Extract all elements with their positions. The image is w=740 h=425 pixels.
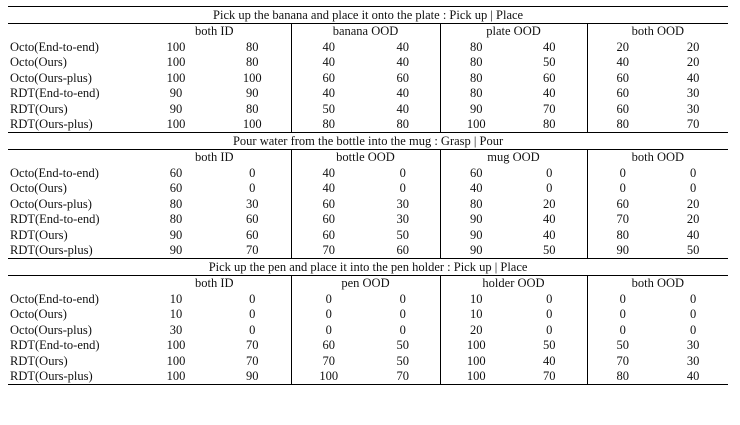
stage2-value: 50 [512,243,587,259]
stage2-value: 0 [249,165,256,180]
section-title: Pick up the pen and place it into the pen holder : Pick up | Place [8,259,728,276]
table-row [8,291,728,307]
stage2-value: 30 [396,196,409,211]
table-row [8,39,728,55]
stage1-value: 20 [440,322,512,338]
stage2-value: 30 [686,338,700,352]
stage2-value: 30 [246,196,259,211]
stage1-value: 100 [138,117,214,133]
stage1-value: 90 [440,212,512,228]
stage1-value: 60 [587,86,658,102]
stage1-value: 80 [440,55,512,71]
stage1-value: 60 [587,196,658,212]
stage1-value: 10 [169,307,183,321]
stage1-value: 100 [440,117,512,133]
stage2-value: 80 [246,39,259,54]
stage2-value: 0 [399,165,406,180]
stage1-value: 40 [587,55,658,71]
stage2-value: 50 [396,338,409,352]
method-label: RDT(Ours-plus) [8,243,138,259]
stage1-value: 100 [291,369,366,385]
stage1-value: 60 [440,165,512,181]
stage2-value: 0 [689,322,697,337]
method-label: RDT(Ours) [10,353,68,368]
stage1-value: 90 [169,227,183,242]
section-title-row [8,7,728,24]
stage1-value: 60 [291,70,366,86]
stage1-value: 40 [291,55,366,71]
stage2-value: 40 [686,70,700,85]
stage1-value: 60 [291,338,366,354]
stage1-value: 80 [587,369,658,385]
stage1-value: 10 [169,291,183,306]
stage2-value: 80 [512,117,587,133]
stage1-value: 90 [587,243,658,259]
stage1-value: 20 [587,39,658,55]
stage1-value: 90 [138,243,214,259]
stage2-value: 80 [246,101,259,116]
stage2-value: 60 [246,212,259,226]
stage2-value: 0 [399,181,406,195]
table-row [8,70,728,86]
stage1-value: 0 [587,291,658,307]
stage1-value: 40 [291,39,366,55]
stage2-value: 40 [396,101,409,116]
stage2-value: 80 [366,117,440,133]
stage2-value: 100 [242,70,262,85]
method-label: RDT(Ours) [10,101,68,116]
stage2-value: 60 [246,227,259,242]
stage1-value: 80 [587,227,658,243]
stage1-value: 0 [587,181,658,197]
method-label: Octo(Ours) [10,181,67,195]
stage2-value: 70 [366,369,440,385]
stage1-value: 90 [169,86,183,100]
stage2-value: 40 [543,212,556,226]
group-header: both ID [194,276,234,291]
stage1-value: 40 [291,165,366,181]
stage1-value: 50 [291,101,366,117]
stage2-value: 70 [658,117,728,133]
method-label: Octo(Ours-plus) [10,196,92,211]
stage1-value: 60 [169,165,183,180]
table-row [8,338,728,354]
stage2-value: 70 [246,338,259,352]
stage2-value: 50 [543,55,556,69]
results-table [8,6,728,385]
stage2-value: 70 [246,353,259,368]
table-row [8,86,728,102]
method-label: Octo(Ours-plus) [10,322,92,337]
section-title-row [8,259,728,276]
group-header: banana OOD [291,24,440,40]
stage1-value: 80 [440,86,512,102]
stage2-value: 20 [686,39,700,54]
section-title: Pick up the banana and place it onto the plate : Pick up | Place [8,7,728,24]
stage1-value: 100 [440,338,512,354]
stage1-value: 90 [440,243,512,259]
stage1-value: 60 [291,196,366,212]
stage1-value: 70 [291,353,366,369]
stage1-value: 100 [440,369,512,385]
stage1-value: 50 [587,338,658,354]
stage2-value: 40 [658,369,728,385]
stage2-value: 90 [246,86,259,100]
stage1-value: 0 [587,165,658,181]
group-header: pen OOD [291,276,440,292]
stage1-value: 10 [440,291,512,307]
stage2-value: 40 [543,227,556,242]
method-label: RDT(End-to-end) [10,86,100,100]
stage1-value: 80 [169,212,183,226]
stage1-value: 0 [291,307,366,323]
stage1-value: 80 [440,196,512,212]
stage2-value: 30 [686,101,700,116]
stage2-value: 0 [249,322,256,337]
group-header: plate OOD [440,24,587,40]
method-label: RDT(Ours) [10,227,68,242]
stage2-value: 0 [546,165,553,180]
stage2-value: 40 [396,86,409,100]
stage1-value: 100 [138,369,214,385]
table-row [8,322,728,338]
stage2-value: 70 [214,243,291,259]
stage2-value: 0 [546,291,553,306]
stage2-value: 30 [686,86,700,100]
table-row [8,165,728,181]
group-header: both OOD [587,150,728,166]
stage1-value: 0 [291,322,366,338]
table-row [8,101,728,117]
stage2-value: 0 [689,181,697,195]
section-title-row [8,133,728,150]
method-label: RDT(Ours-plus) [8,369,138,385]
method-label: Octo(End-to-end) [10,165,99,180]
stage2-value: 0 [249,291,256,306]
table-row [8,196,728,212]
group-header: both OOD [587,24,728,40]
table-row [8,243,728,259]
group-header: bottle OOD [291,150,440,166]
stage2-value: 70 [512,369,587,385]
stage2-value: 50 [658,243,728,259]
stage1-value: 80 [169,196,183,211]
stage2-value: 0 [249,307,256,321]
stage2-value: 40 [686,227,700,242]
stage1-value: 60 [587,101,658,117]
table-row [8,307,728,323]
stage2-value: 90 [214,369,291,385]
table-row [8,369,728,385]
stage1-value: 80 [291,117,366,133]
stage2-value: 30 [686,353,700,368]
section-title: Pour water from the bottle into the mug : Grasp | Pour [8,133,728,150]
group-header: both OOD [587,276,728,292]
stage2-value: 60 [396,70,409,85]
stage1-value: 60 [169,181,183,195]
stage2-value: 50 [396,353,409,368]
group-header-row [8,150,728,166]
stage1-value: 80 [440,39,512,55]
stage1-value: 100 [166,39,186,54]
stage1-value: 100 [166,338,186,352]
stage2-value: 100 [214,117,291,133]
stage2-value: 0 [546,322,553,337]
stage2-value: 70 [543,101,556,116]
stage1-value: 60 [291,212,366,228]
table-row [8,227,728,243]
table-row [8,353,728,369]
stage1-value: 40 [440,181,512,197]
stage1-value: 60 [291,227,366,243]
group-header: holder OOD [440,276,587,292]
stage2-value: 0 [399,322,406,337]
stage1-value: 70 [587,353,658,369]
stage2-value: 0 [546,181,553,195]
stage1-value: 10 [440,307,512,323]
stage2-value: 60 [366,243,440,259]
stage1-value: 40 [291,86,366,102]
stage2-value: 60 [543,70,556,85]
table-row [8,117,728,133]
stage1-value: 100 [440,353,512,369]
stage2-value: 40 [543,86,556,100]
table-row [8,181,728,197]
stage1-value: 0 [587,322,658,338]
method-header-cell [8,150,138,166]
table-row [8,55,728,71]
stage1-value: 100 [166,70,186,85]
stage2-value: 0 [689,307,697,321]
stage1-value: 100 [166,55,186,69]
stage1-value: 90 [440,101,512,117]
stage2-value: 50 [396,227,409,242]
stage1-value: 60 [587,70,658,86]
stage2-value: 20 [686,55,700,69]
method-label: RDT(End-to-end) [10,212,100,226]
stage2-value: 20 [543,196,556,211]
method-label: Octo(Ours) [10,55,67,69]
stage2-value: 20 [686,196,700,211]
method-header-cell [8,24,138,40]
stage2-value: 40 [396,55,409,69]
stage2-value: 0 [399,291,406,306]
stage2-value: 40 [543,353,556,368]
stage2-value: 0 [399,307,406,321]
stage1-value: 70 [291,243,366,259]
stage1-value: 80 [587,117,658,133]
group-header: both ID [194,24,234,39]
stage1-value: 0 [587,307,658,323]
stage1-value: 90 [169,101,183,116]
stage2-value: 50 [543,338,556,352]
method-label: RDT(End-to-end) [10,338,100,352]
results-table-body [8,7,728,385]
stage2-value: 0 [546,307,553,321]
stage2-value: 0 [249,181,256,195]
stage2-value: 0 [689,165,697,180]
method-label: Octo(Ours) [10,307,67,321]
stage2-value: 20 [686,212,700,226]
stage2-value: 0 [689,291,697,306]
group-header: mug OOD [440,150,587,166]
stage1-value: 30 [169,322,183,337]
method-label: Octo(Ours-plus) [10,70,92,85]
stage1-value: 70 [587,212,658,228]
group-header-row [8,276,728,292]
stage1-value: 90 [440,227,512,243]
method-label: RDT(Ours-plus) [8,117,138,133]
group-header: both ID [194,150,234,165]
stage1-value: 100 [166,353,186,368]
stage2-value: 80 [246,55,259,69]
stage1-value: 40 [291,181,366,197]
method-label: Octo(End-to-end) [10,291,99,306]
stage1-value: 0 [291,291,366,307]
stage2-value: 30 [396,212,409,226]
method-label: Octo(End-to-end) [10,39,99,54]
stage1-value: 80 [440,70,512,86]
table-row [8,212,728,228]
group-header-row [8,24,728,40]
stage2-value: 40 [543,39,556,54]
stage2-value: 40 [396,39,409,54]
method-header-cell [8,276,138,292]
